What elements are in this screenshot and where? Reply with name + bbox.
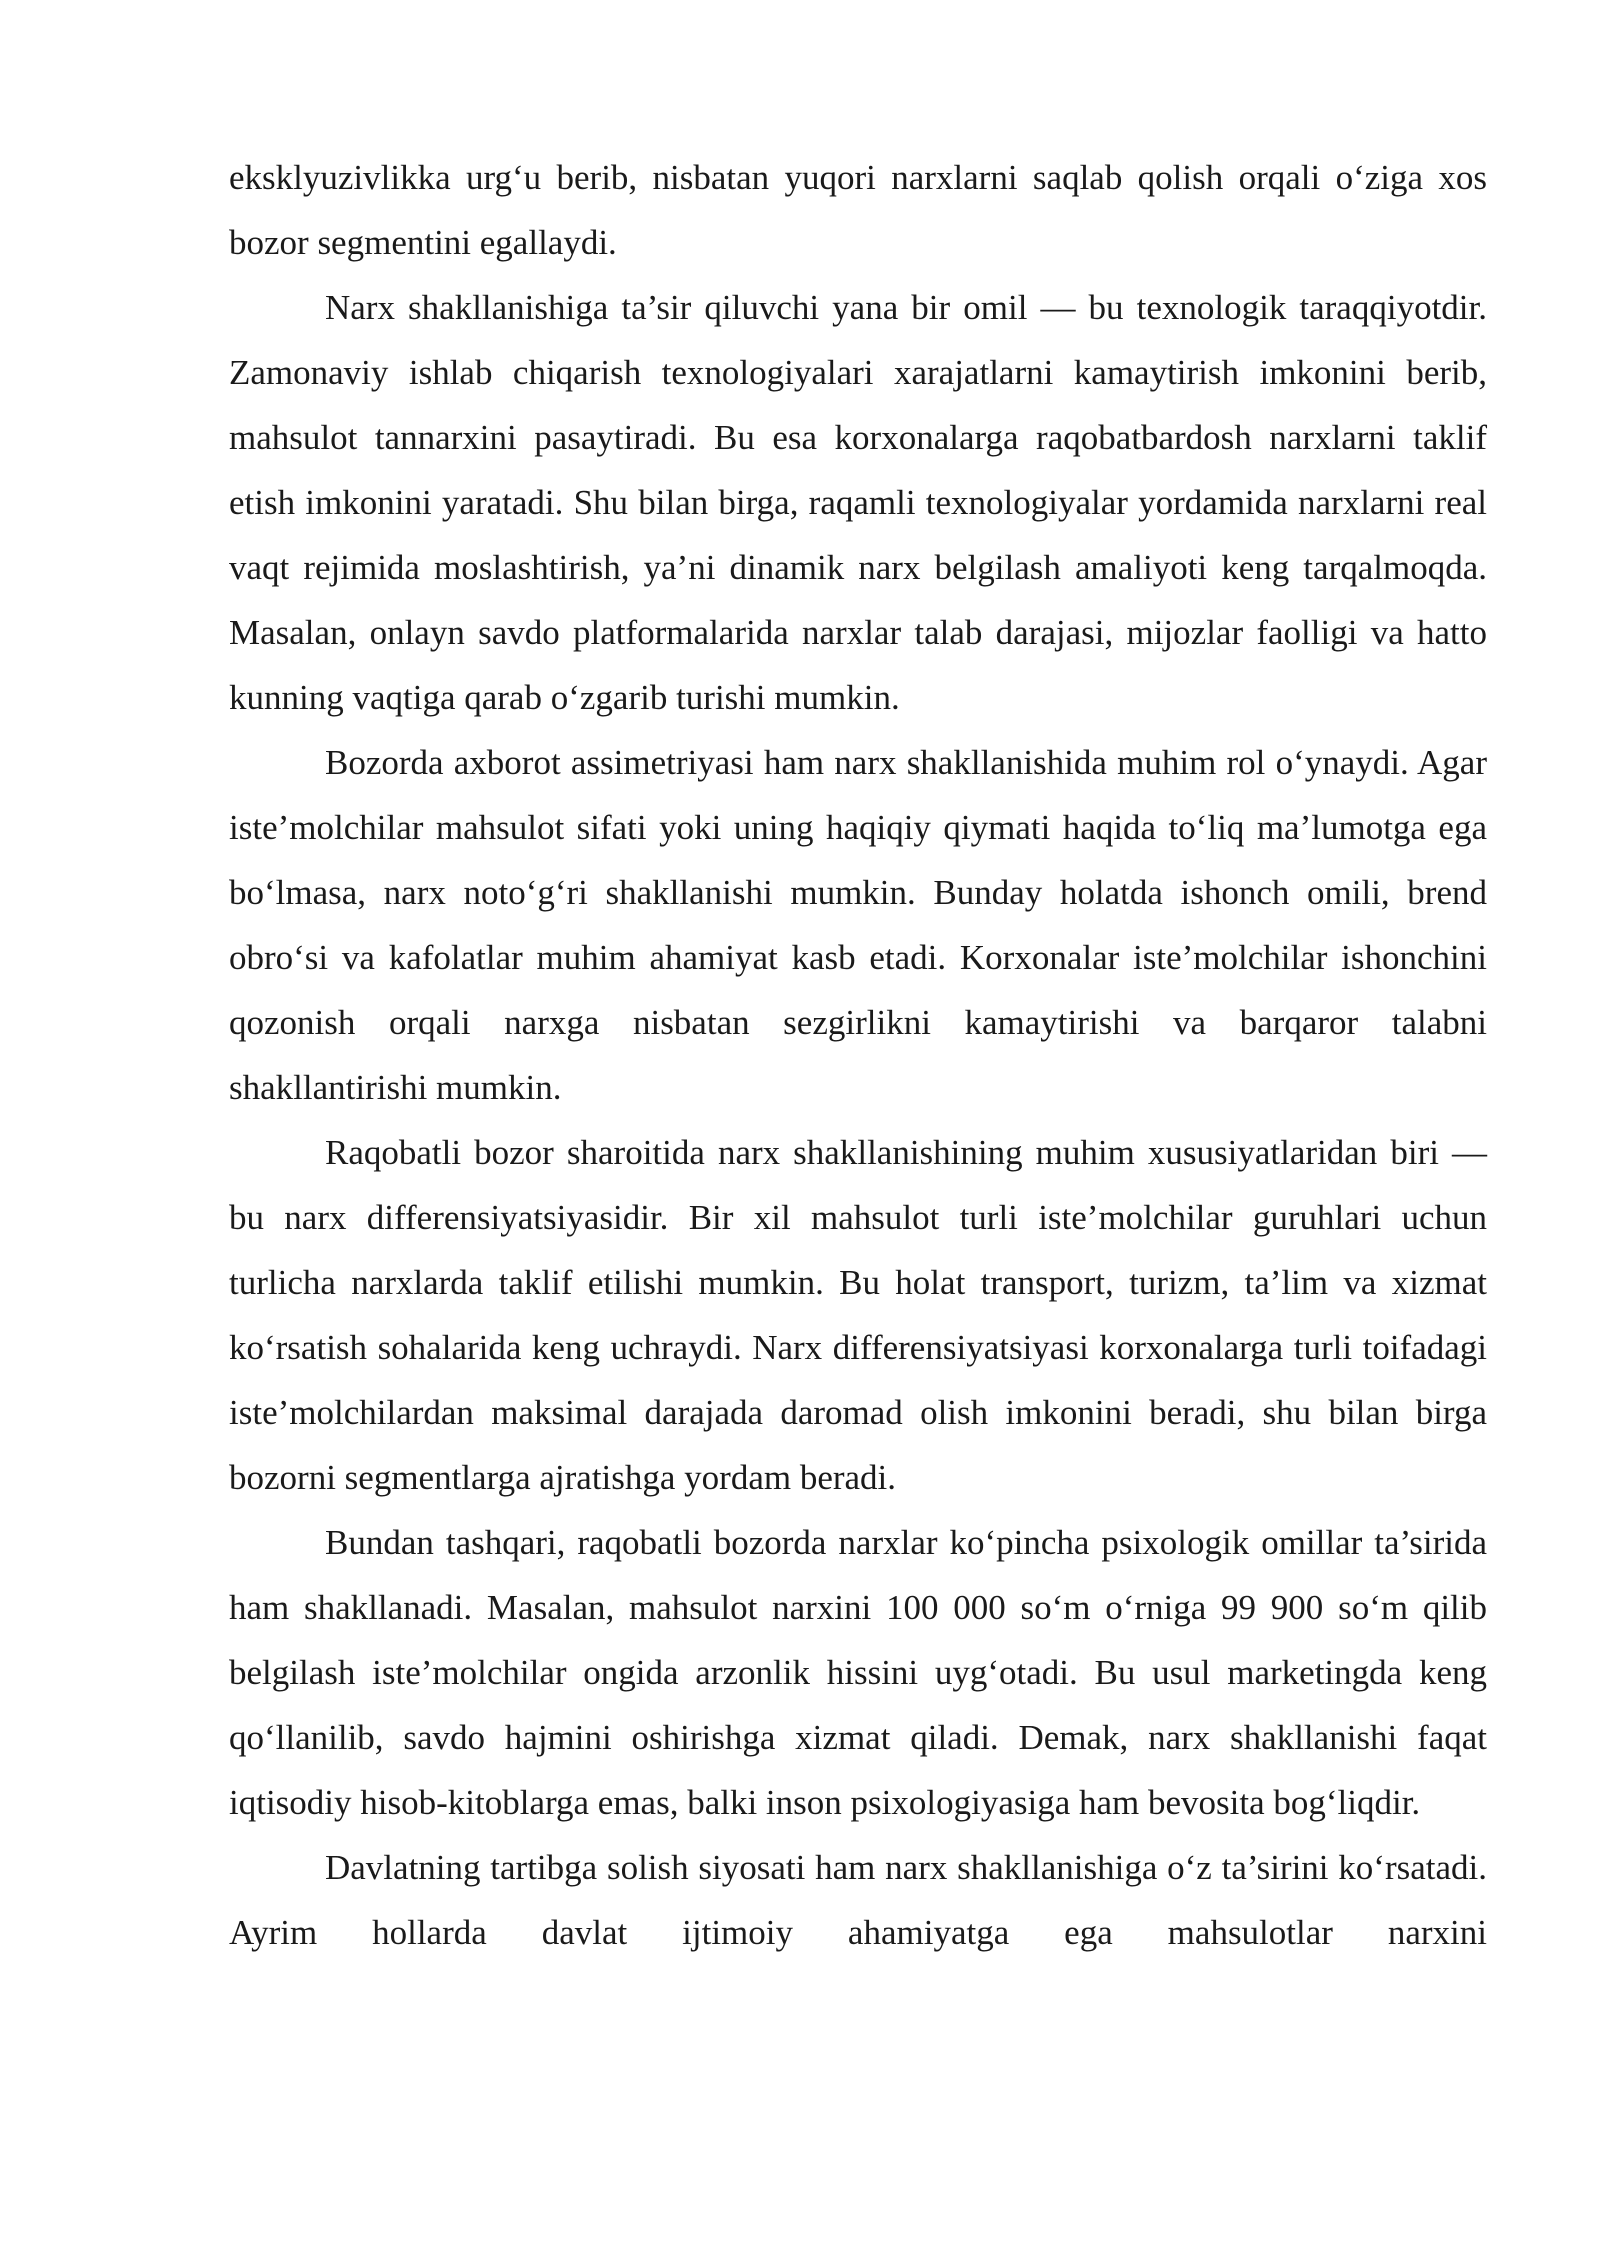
paragraph-state-regulation: Davlatning tartibga solish siyosati ham narx shakllanishiga o‘z ta’sirini ko‘rsatadi. Ayrim hollarda davlat ijtimoiy ahamiyatga ega mahsulotlar narxini [229,1848,1487,1952]
paragraph-information-asymmetry: Bozorda axborot assimetriyasi ham narx shakllanishida muhim rol o‘ynaydi. Agar iste’molchilar mahsulot sifati yoki uning haqiqiy qiymati haqida to‘liq ma’lumotga ega bo‘lmasa, narx noto‘g‘ri shakllanishi mumkin. Bunday holatda ishonch omili, brend obro‘si va kafolatlar muhim ahamiyat kasb etadi. Korxonalar iste’molchilar ishonchini qozonish orqali narxga nisbatan sezgirlikni kamaytirishi va barqaror talabni shakllantirishi mumkin. [229,743,1487,1107]
paragraph-technology: Narx shakllanishiga ta’sir qiluvchi yana bir omil — bu texnologik taraqqiyotdir. Zamonaviy ishlab chiqarish texnologiyalari xarajatlarni kamaytirish imkonini berib, mahsulot tannarxini pasaytiradi. Bu esa korxonalarga raqobatbardosh narxlarni taklif etish imkonini yaratadi. Shu bilan birga, raqamli texnologiyalar yordamida narxlarni real vaqt rejimida moslashtirish, ya’ni dinamik narx belgilash amaliyoti keng tarqalmoqda. Masalan, onlayn savdo platformalarida narxlar talab darajasi, mijozlar faolligi va hatto kunning vaqtiga qarab o‘zgarib turishi mumkin. [229,288,1487,717]
paragraph-price-differentiation: Raqobatli bozor sharoitida narx shakllanishining muhim xususiyatlaridan biri — bu narx differensiyatsiyasidir. Bir xil mahsulot turli iste’molchilar guruhlari uchun turlicha narxlarda taklif etilishi mumkin. Bu holat transport, turizm, ta’lim va xizmat ko‘rsatish sohalarida keng uchraydi. Narx differensiyatsiyasi korxonalarga turli toifadagi iste’molchilardan maksimal darajada daromad olish imkonini beradi, shu bilan birga bozorni segmentlarga ajratishga yordam beradi. [229,1133,1487,1497]
document-body [229,145,1487,1965]
paragraph-continued: eksklyuzivlikka urg‘u berib, nisbatan yuqori narxlarni saqlab qolish orqali o‘ziga xos bozor segmentini egallaydi. [229,158,1487,262]
paragraph-psychological-factors: Bundan tashqari, raqobatli bozorda narxlar ko‘pincha psixologik omillar ta’sirida ham shakllanadi. Masalan, mahsulot narxini 100 000 so‘m o‘rniga 99 900 so‘m qilib belgilash iste’molchilar ongida arzonlik hissini uyg‘otadi. Bu usul marketingda keng qo‘llanilib, savdo hajmini oshirishga xizmat qiladi. Demak, narx shakllanishi faqat iqtisodiy hisob-kitoblarga emas, balki inson psixologiyasiga ham bevosita bog‘liqdir. [229,1523,1487,1822]
